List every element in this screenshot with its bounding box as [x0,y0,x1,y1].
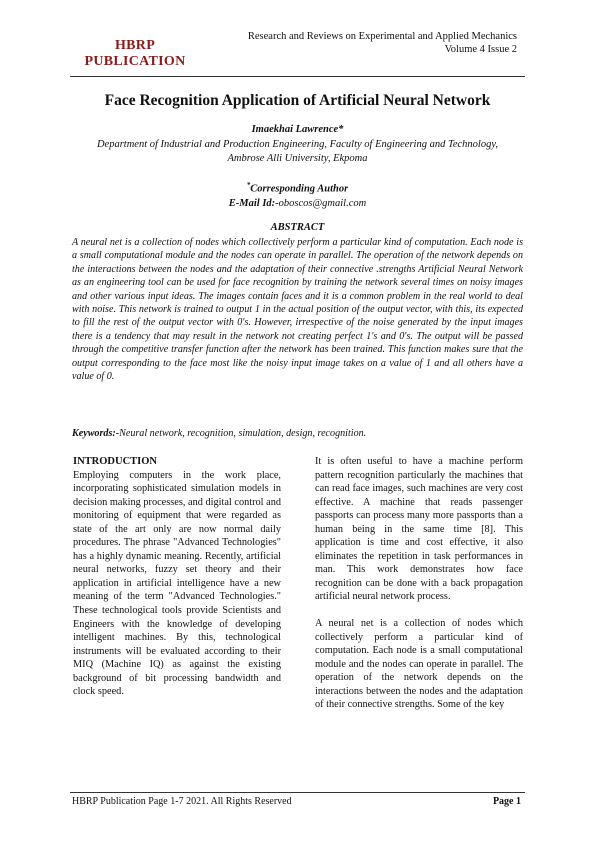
keywords-label: Keywords:- [72,428,120,439]
intro-paragraph-2: It is often useful to have a machine perform pattern recognition particularly the machines that can read face images, such machines are very cost effective. A machine that reads passenger passports can process many more passports than a human being in the same time [8]. This application is time and cost effective, it also eliminates the repetition in task performances in man. This work demonstrates how face recognition can be done with a back propagation artificial neural network process. [315,456,523,603]
keywords-text: Neural network, recognition, simulation, design, recognition. [119,428,367,439]
intro-paragraph-1: Employing computers in the work place, incorporating sophisticated simulation models in decision making processes, and digital control and monitoring of equipment that were regarded as state of the art only are now normal daily procedures. The phrase "Advanced Technologies" has a highly dynamic meaning. Recently, artificial neural networks, fuzzy set theory and their application in artificial intelligence have a new meaning of the term "Advanced Technologies." These technological tools provide Scientists and Engineers with the knowledge of developing intelligent machines. By this, technological instruments will be evaluated according to their MIQ (Machine IQ) as against the existing background of bit processing bandwidth and clock speed. [73,469,281,698]
right-column [315,455,523,712]
author-affiliation: Department of Industrial and Production Engineering, Faculty of Engineering and Technology, Ambrose Alli University, Ekpoma [96,139,499,164]
journal-header [217,30,517,56]
page-number: Page 1 [492,796,521,807]
keywords-line [72,428,523,439]
logo-line-1: HBRP [114,38,156,53]
corresponding-mark: * [246,181,251,189]
logo-line-2: PUBLICATION [84,54,186,69]
journal-name: Research and Reviews on Experimental and Applied Mechanics [247,31,517,42]
header-divider [70,76,525,77]
corresponding-label: Corresponding Author [250,183,349,195]
left-column [73,455,281,699]
corresponding-author-block [70,178,525,211]
author-name: Imaekhai Lawrence* [251,124,344,135]
abstract-heading: ABSTRACT [270,222,325,233]
footer-divider [70,792,525,793]
publisher-logo [80,38,190,70]
footer-copyright: HBRP Publication Page 1-7 2021. All Rights Reserved [72,796,292,807]
journal-volume: Volume 4 Issue 2 [444,44,517,55]
intro-paragraph-3: A neural net is a collection of nodes which collectively perform a particular kind of computation. Each node is a small computational module and the nodes can operate in parallel. The operation of the network depends on the interactions between the nodes and the adaptation of their connective strengths. Some of the key [315,618,523,711]
introduction-heading: INTRODUCTION [73,456,158,467]
email-label: E-Mail Id:- [228,197,279,209]
paper-title: Face Recognition Application of Artificial Neural Network [104,92,491,109]
abstract-text: A neural net is a collection of nodes which collectively perform a particular kind of computation. Each node is a small computational module and the nodes can operate in parallel. The operation of the network depends on the interactions between the nodes and the adaptation of their connective .strengths Artificial Neural Network as an engineering tool can be used for face recognition by training the network several times on noisy images and other various input ideas. The images contain faces and it is a common problem in the real world to deal with noise. This network is trained to output 1 in the actual position of the output vector, with this, its expected to fill the rest of the output vector with 0's. However, irrespective of the noise generated by the input images there is a tendency that may result in the network not creating perfect 1's and 0's. The output will be passed through the competitive transfer function after the network has been trained. This function makes sure that the output corresponding to the face most like the noisy input image takes on a value of 1 and all others have a value of 0. [72,237,523,383]
email-link[interactable]: oboscos@gmail.com [278,197,367,209]
